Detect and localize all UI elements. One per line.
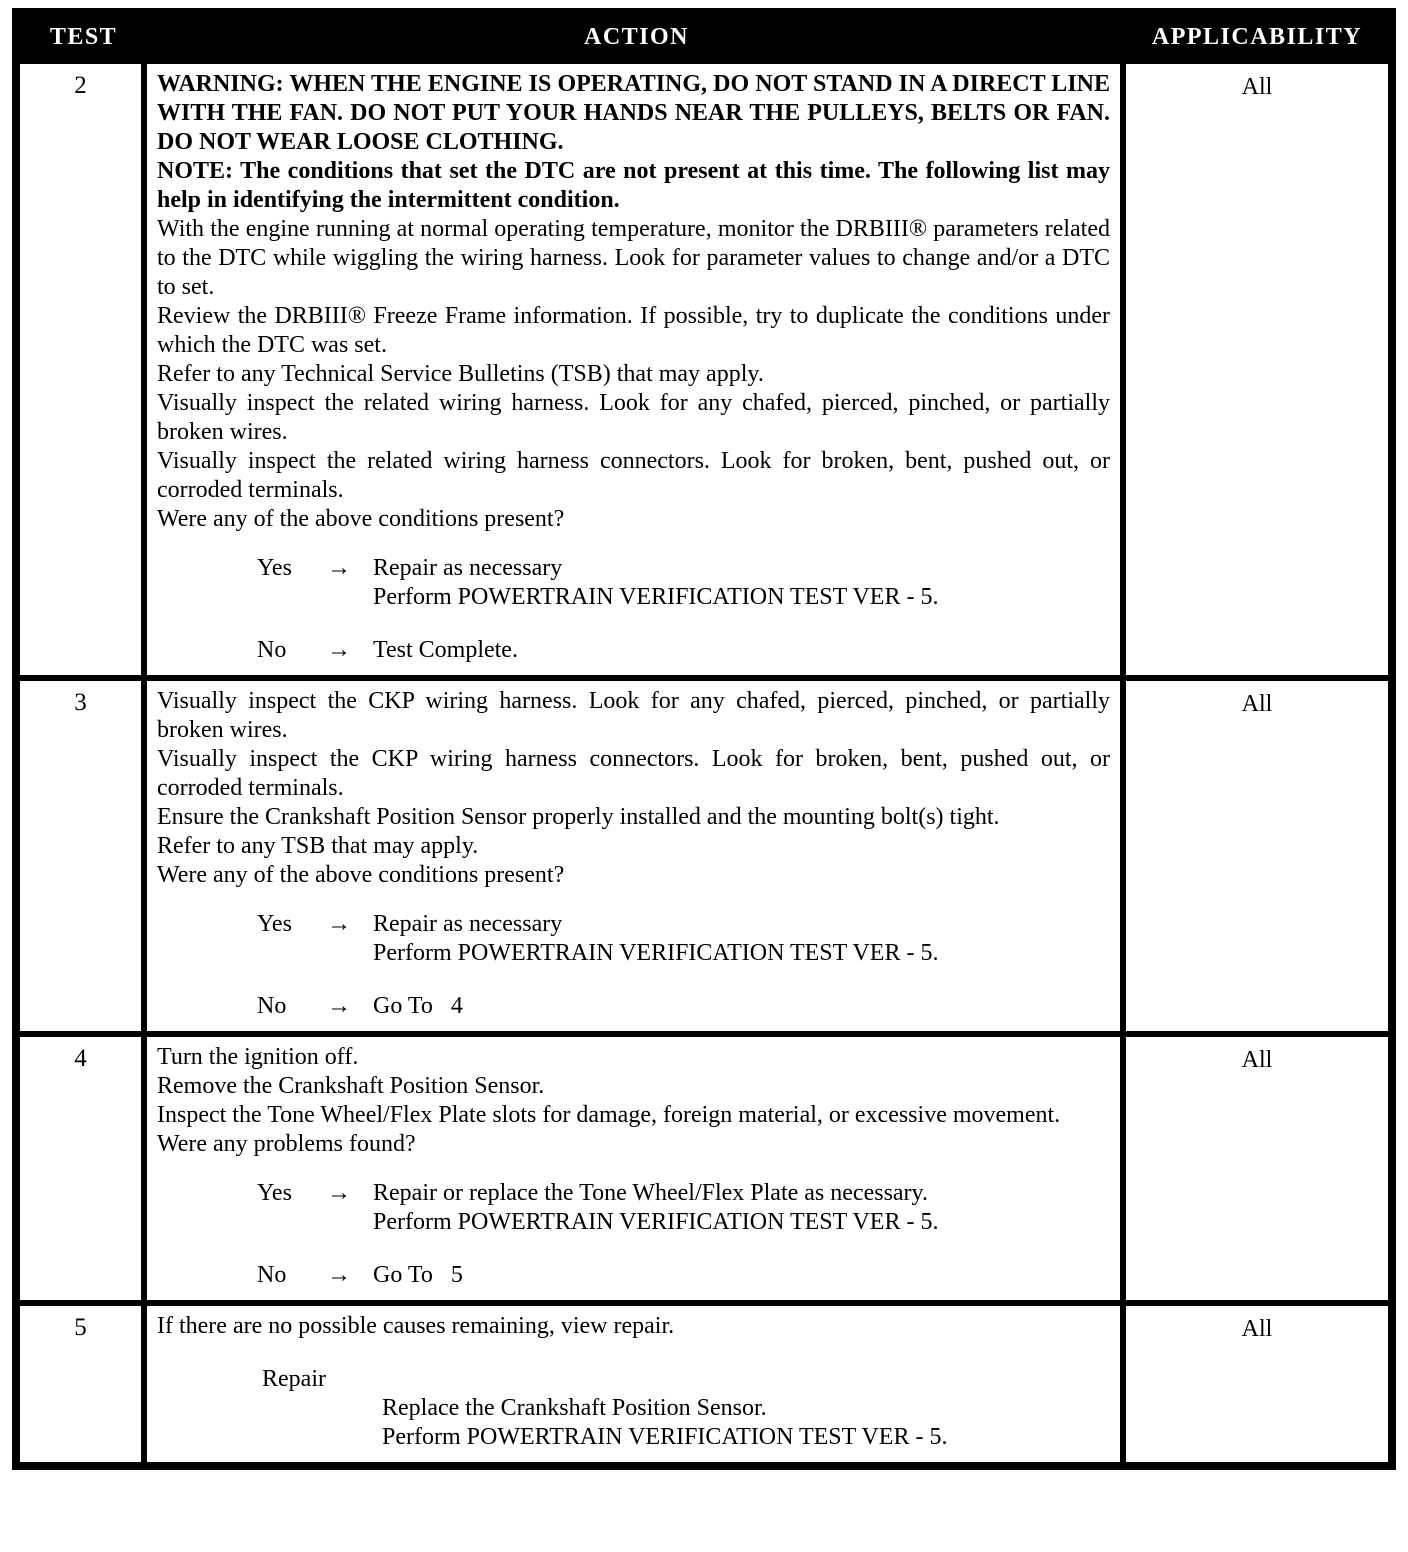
repair-action-line: Perform POWERTRAIN VERIFICATION TEST VER - 5.	[382, 1424, 948, 1450]
action-paragraph: Turn the ignition off.	[157, 1044, 359, 1070]
column-header-test: TEST	[49, 23, 118, 50]
arrow-icon: →	[327, 911, 351, 937]
arrow-icon: →	[327, 637, 351, 663]
repair-action-text	[382, 1394, 1110, 1452]
action-paragraph: Visually inspect the related wiring harness. Look for any chafed, pierced, pinched, or partially broken wires.	[157, 390, 1110, 445]
action-cell	[147, 1037, 1126, 1300]
action-cell	[147, 64, 1126, 675]
test-number: 5	[20, 1306, 147, 1462]
arrow-icon: →	[327, 993, 351, 1019]
action-paragraph: Inspect the Tone Wheel/Flex Plate slots for damage, foreign material, or excessive movement.	[157, 1102, 1061, 1128]
diagnostic-test-table	[12, 8, 1396, 1470]
action-paragraph: If there are no possible causes remaining, view repair.	[157, 1313, 675, 1339]
action-paragraph: Review the DRBIII® Freeze Frame information. If possible, try to duplicate the conditions under which the DTC was set.	[157, 303, 1110, 358]
yes-label: Yes	[257, 1180, 292, 1206]
no-branch	[257, 636, 1110, 665]
yes-action-text	[373, 910, 1110, 968]
repair-action-line: Replace the Crankshaft Position Sensor.	[382, 1395, 767, 1421]
arrow-icon: →	[327, 555, 351, 581]
no-action-text: Go To 4	[373, 993, 463, 1019]
repair-branch	[157, 1365, 1110, 1452]
column-header-applicability: APPLICABILITY	[1151, 23, 1363, 50]
table-row	[20, 1300, 1388, 1462]
applicability-value: All	[1241, 1316, 1273, 1342]
question-paragraph: Were any of the above conditions present?	[157, 862, 565, 888]
action-paragraph: Visually inspect the CKP wiring harness connectors. Look for broken, bent, pushed out, or corroded terminals.	[157, 746, 1110, 801]
test-number: 3	[20, 681, 147, 1031]
yes-action-line: Perform POWERTRAIN VERIFICATION TEST VER - 5.	[373, 940, 939, 966]
action-paragraph: Refer to any TSB that may apply.	[157, 833, 479, 859]
action-paragraph: Refer to any Technical Service Bulletins (TSB) that may apply.	[157, 361, 764, 387]
note-paragraph: NOTE: The conditions that set the DTC are not present at this time. The following list may help in identifying the intermittent condition.	[157, 158, 1110, 213]
yes-action-text	[373, 554, 1110, 612]
no-branch	[257, 1261, 1110, 1290]
arrow-icon: →	[327, 1180, 351, 1206]
arrow-icon: →	[327, 1262, 351, 1288]
table-row	[20, 675, 1388, 1031]
yes-branch	[257, 554, 1110, 612]
yes-action-text	[373, 1179, 1110, 1237]
no-label: No	[257, 993, 287, 1019]
test-number: 2	[20, 64, 147, 675]
yes-branch	[257, 910, 1110, 968]
table-row	[20, 1031, 1388, 1300]
yes-action-line: Repair as necessary	[373, 911, 563, 937]
yes-action-line: Perform POWERTRAIN VERIFICATION TEST VER - 5.	[373, 1209, 939, 1235]
repair-label: Repair	[262, 1366, 326, 1392]
no-action-text: Test Complete.	[373, 637, 518, 663]
column-header-action: ACTION	[583, 23, 689, 50]
no-branch	[257, 992, 1110, 1021]
yes-action-line: Repair as necessary	[373, 555, 563, 581]
action-cell	[147, 681, 1126, 1031]
action-paragraph: Remove the Crankshaft Position Sensor.	[157, 1073, 545, 1099]
table-row	[20, 58, 1388, 675]
action-paragraph: Visually inspect the related wiring harness connectors. Look for broken, bent, pushed out, or corroded terminals.	[157, 448, 1110, 503]
warning-paragraph: WARNING: WHEN THE ENGINE IS OPERATING, DO NOT STAND IN A DIRECT LINE WITH THE FAN. DO NOT PUT YOUR HANDS NEAR THE PULLEYS, BELTS OR FAN. DO NOT WEAR LOOSE CLOTHING.	[157, 71, 1110, 155]
yes-branch	[257, 1179, 1110, 1237]
applicability-value: All	[1241, 1047, 1273, 1073]
table-header-row	[20, 16, 1388, 58]
yes-label: Yes	[257, 911, 292, 937]
action-cell	[147, 1306, 1126, 1462]
action-paragraph: Ensure the Crankshaft Position Sensor properly installed and the mounting bolt(s) tight.	[157, 804, 1000, 830]
applicability-value: All	[1241, 691, 1273, 717]
yes-action-line: Perform POWERTRAIN VERIFICATION TEST VER - 5.	[373, 584, 939, 610]
yes-action-line: Repair or replace the Tone Wheel/Flex Plate as necessary.	[373, 1180, 928, 1206]
action-paragraph: With the engine running at normal operating temperature, monitor the DRBIII® parameters related to the DTC while wiggling the wiring harness. Look for parameter values to change and/or a DTC to set.	[157, 216, 1110, 300]
applicability-value: All	[1241, 74, 1273, 100]
yes-label: Yes	[257, 555, 292, 581]
no-label: No	[257, 1262, 287, 1288]
action-paragraph: Visually inspect the CKP wiring harness. Look for any chafed, pierced, pinched, or partially broken wires.	[157, 688, 1110, 743]
no-action-text: Go To 5	[373, 1262, 463, 1288]
question-paragraph: Were any of the above conditions present?	[157, 506, 565, 532]
test-number: 4	[20, 1037, 147, 1300]
no-label: No	[257, 637, 287, 663]
question-paragraph: Were any problems found?	[157, 1131, 416, 1157]
